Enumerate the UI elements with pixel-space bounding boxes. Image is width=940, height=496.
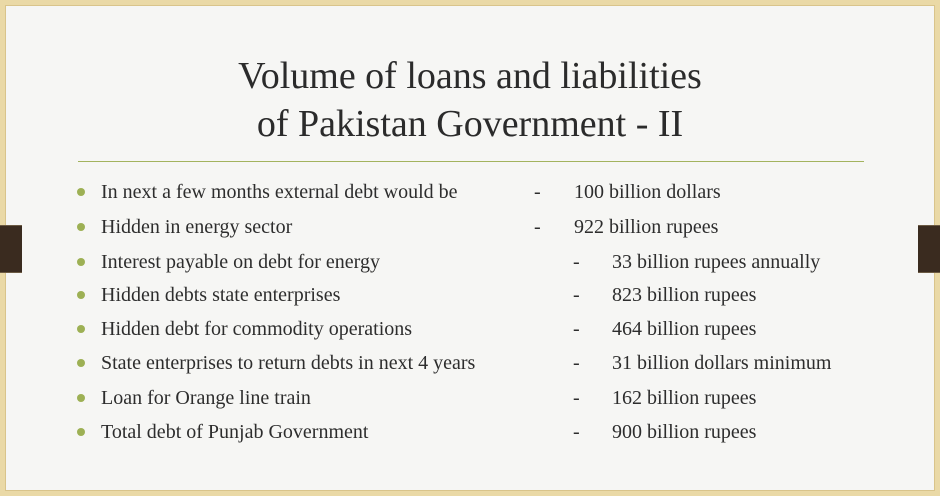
list-item — [0, 280, 940, 310]
item-label: In next a few months external debt would be — [101, 181, 458, 203]
item-label: Loan for Orange line train — [101, 387, 311, 409]
bullet-icon — [77, 258, 85, 266]
bullet-icon — [77, 359, 85, 367]
item-value: 464 billion rupees — [612, 318, 757, 340]
list-item — [0, 348, 940, 378]
bullet-icon — [77, 428, 85, 436]
list-item — [0, 247, 940, 277]
item-label: State enterprises to return debts in next 4 years — [101, 352, 476, 374]
item-value: 100 billion dollars — [574, 181, 721, 203]
bullet-icon — [77, 291, 85, 299]
list-item — [0, 383, 940, 413]
item-value: 823 billion rupees — [612, 284, 757, 306]
item-label: Hidden debt for commodity operations — [101, 318, 413, 340]
item-dash: - — [573, 318, 580, 340]
item-value: 922 billion rupees — [574, 216, 719, 238]
slide-title-line-2: of Pakistan Government - II — [256, 103, 684, 145]
bullet-icon — [77, 325, 85, 333]
bullet-icon — [77, 223, 85, 231]
item-value: 900 billion rupees — [612, 421, 757, 443]
bullet-icon — [77, 188, 85, 196]
list-item — [0, 314, 940, 344]
item-label: Total debt of Punjab Government — [101, 421, 369, 443]
item-value: 33 billion rupees annually — [612, 251, 821, 273]
item-value: 162 billion rupees — [612, 387, 757, 409]
item-label: Hidden debts state enterprises — [101, 284, 341, 306]
item-dash: - — [573, 421, 580, 443]
slide-title — [0, 52, 940, 148]
slide-title-line-1: Volume of loans and liabilities — [238, 55, 702, 97]
list-item — [0, 417, 940, 447]
item-dash: - — [534, 181, 541, 203]
bullet-icon — [77, 394, 85, 402]
item-label: Interest payable on debt for energy — [101, 251, 380, 273]
item-dash: - — [534, 216, 541, 238]
item-dash: - — [573, 284, 580, 306]
list-item — [0, 177, 940, 207]
item-label: Hidden in energy sector — [101, 216, 293, 238]
list-item — [0, 212, 940, 242]
title-divider — [78, 161, 864, 162]
item-dash: - — [573, 387, 580, 409]
item-dash: - — [573, 352, 580, 374]
item-dash: - — [573, 251, 580, 273]
item-value: 31 billion dollars minimum — [612, 352, 832, 374]
